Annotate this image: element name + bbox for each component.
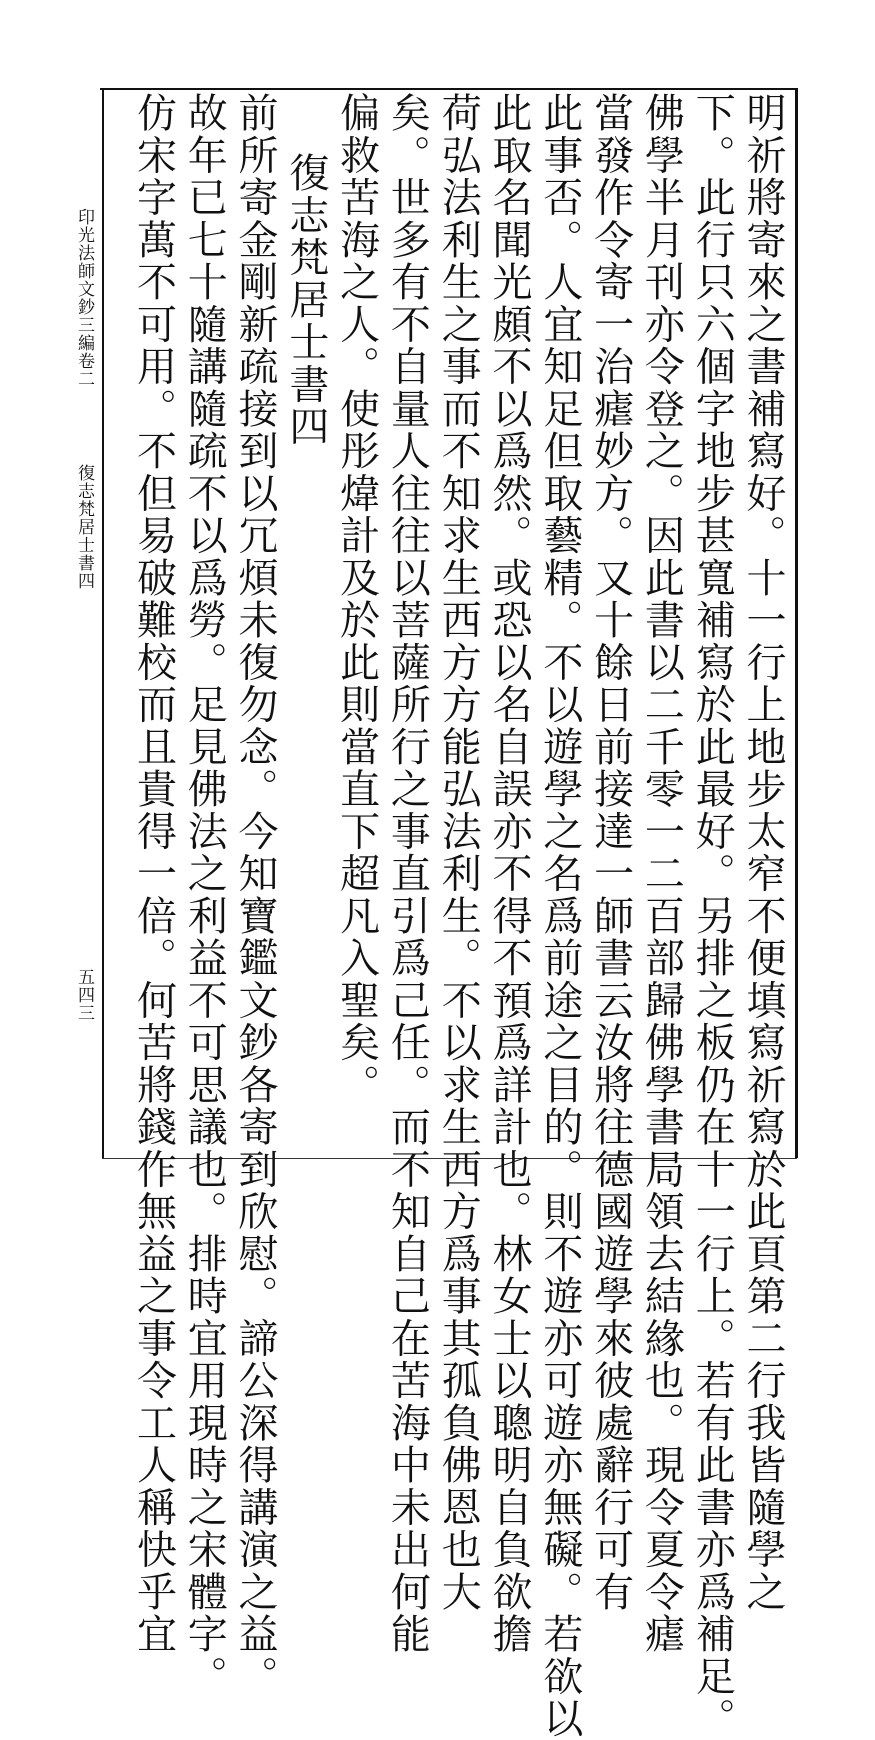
margin-letter-title: 復志梵居士書四 <box>74 464 94 590</box>
text-column: 此取名聞光頗不以爲然。或恐以名自誤亦不得不預爲詳計也。林女士以聰明自負欲擔 <box>486 92 533 1656</box>
letter-body <box>108 92 788 1740</box>
text-column: 故年已七十隨講隨疏不以爲勞。足見佛法之利益不可思議也。排時宜用現時之宋體字。 <box>181 92 228 1698</box>
letter-heading: 復志梵居士書四 <box>282 152 329 448</box>
text-column: 明祈將寄來之書補寫好。十一行上地步太窄不便填寫祈寫於此頁第二行我皆隨學之 <box>740 92 786 1613</box>
text-column: 下。此行只六個字地步甚寬補寫於此最好。另排之板仍在十一行上。若有此書亦爲補足。 <box>689 92 736 1740</box>
margin-book-title: 印光法師文鈔三編卷二 <box>74 208 94 388</box>
text-column: 前所寄金剛新疏接到以冗煩未復勿念。今知寶鑑文鈔各寄到欣慰。諦公深得講演之益。 <box>232 92 279 1698</box>
text-column: 仿宋字萬不可用。不但易破難校而且貴得一倍。何苦將錢作無益之事令工人稱快乎宜 <box>130 92 177 1656</box>
margin-page-number: 五四三 <box>74 968 94 1022</box>
text-column: 佛學半月刊亦令登之。因此書以二千零一二百部歸佛學書局領去結緣也。現令夏令瘧 <box>638 92 685 1656</box>
text-column: 此事否。人宜知足但取藝精。不以遊學之名爲前途之目的。則不遊亦可遊亦無礙。若欲以 <box>536 92 583 1740</box>
text-column: 偏救苦海之人。使彤煒計及於此則當直下超凡入聖矣。 <box>333 92 380 1106</box>
frame-top-rule <box>100 88 797 90</box>
text-column: 當發作令寄一治瘧妙方。又十餘日前接達一師書云汝將往德國遊學來彼處辭行可有 <box>587 92 634 1613</box>
text-column: 矣。世多有不自量人往往以菩薩所行之事直引爲己任。而不知自己在苦海中未出何能 <box>384 92 431 1656</box>
frame-right-rule <box>795 88 798 1158</box>
text-column: 荷弘法利生之事而不知求生西方方能弘法利生。不以求生西方爲事其孤負佛恩也大 <box>435 92 482 1613</box>
frame-left-rule <box>102 88 104 1158</box>
